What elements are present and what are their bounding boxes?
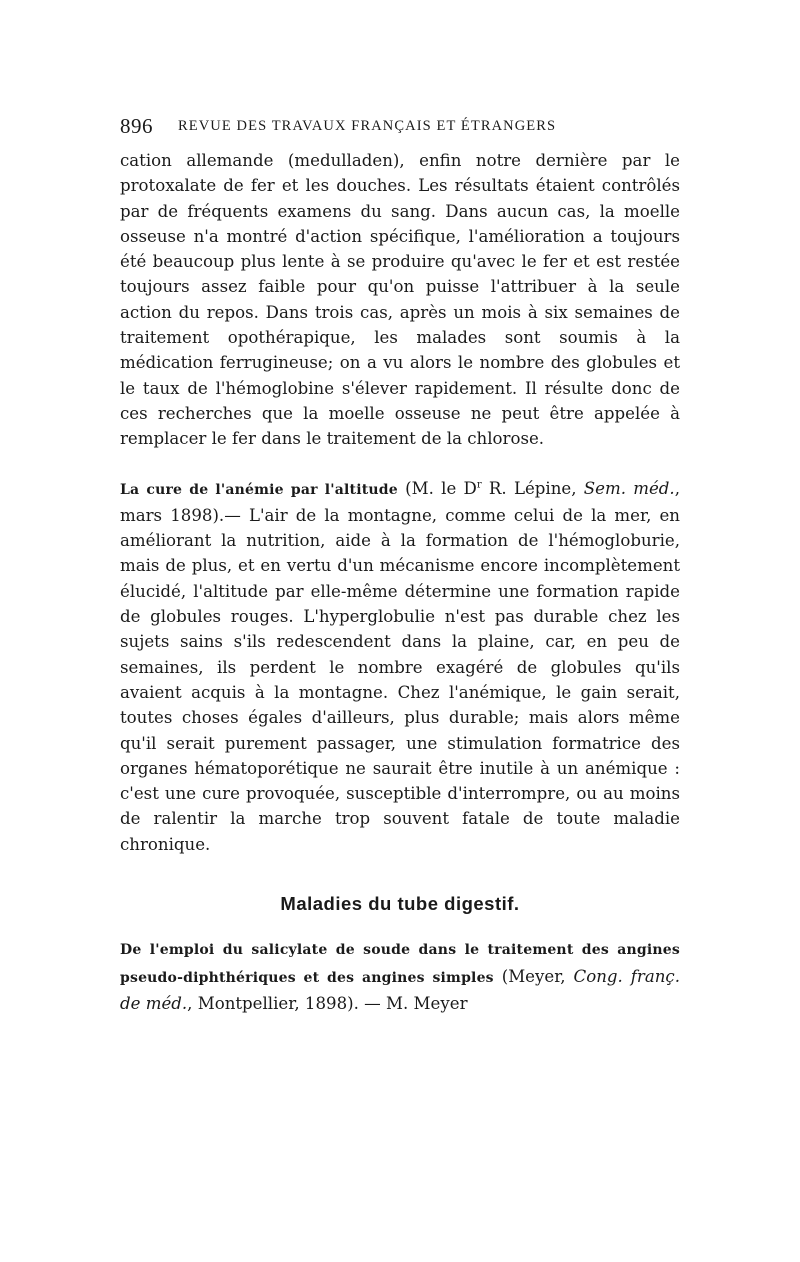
page-number: 896 xyxy=(120,114,153,138)
journal-name: Sem. méd. xyxy=(583,478,675,498)
article-title-salicylate: De l'emploi du salicylate de soude dans le traitement des angines pseudo-diphthériques et des angines simples xyxy=(120,942,680,986)
paragraph-chlorose: cation allemande (medulladen), enfin notre dernière par le protoxalate de fer et les douches. Les résultats étaient contrôlés par de fréquents examens du sang. Dans aucun cas, la moelle osseuse n'a montré d'action spécifique, l'amélioration a toujours été beaucoup plus lente à se produire qu'avec le fer et est restée toujours assez faible pour qu'on puisse l'attribuer à la seule action du repos. Dans trois cas, après un mois à six semaines de traitement opothérapique, les malades sont soumis à la médication ferrugineuse; on a vu alors le nombre des globules et le taux de l'hémoglobine s'élever rapidement. Il résulte donc de ces recherches que la moelle osseuse ne peut être appelée à remplacer le fer dans le traitement de la chlorose. xyxy=(120,151,680,449)
article-title-altitude: La cure de l'anémie par l'altitude xyxy=(120,481,398,498)
citation-close: , Montpellier, 1898). — M. Meyer xyxy=(187,993,468,1013)
author-superscript: r xyxy=(476,479,482,491)
journal-name-2: Cong. franç. de méd. xyxy=(120,966,680,1013)
author-suffix: R. Lépine, xyxy=(481,478,577,498)
citation-date: , mars 1898).— xyxy=(120,478,680,525)
author-prefix: (M. le D xyxy=(405,478,477,498)
citation-open: (Meyer, xyxy=(493,966,574,986)
page-header xyxy=(120,114,680,144)
body-text xyxy=(120,148,680,1016)
paragraph-altitude xyxy=(120,476,680,857)
section-heading: Maladies du tube digestif. xyxy=(280,893,520,915)
running-head: REVUE DES TRAVAUX FRANÇAIS ET ÉTRANGERS xyxy=(178,118,557,134)
paragraph-altitude-body: L'air de la montagne, comme celui de la mer, en améliorant la nutrition, aide à la formation de l'hémogloburie, mais de plus, et en vertu d'un mécanisme encore incomplètement élucidé, l'altitude par elle-même détermine une formation rapide de globules rouges. L'hyperglobulie n'est pas durable chez les sujets sains s'ils redescendent dans la plaine, car, en peu de semaines, ils perdent le nombre exagéré de globules qu'ils avaient acquis à la montagne. Chez l'anémique, le gain serait, toutes choses égales d'ailleurs, plus durable; mais alors même qu'il serait purement passager, une stimulation formatrice des organes hématoporétique ne saurait être inutile à un anémique : c'est une cure provoquée, susceptible d'interrompre, ou au moins de ralentir la marche trop souvent fatale de toute maladie chronique. xyxy=(120,505,680,854)
paragraph-salicylate xyxy=(120,936,680,1016)
